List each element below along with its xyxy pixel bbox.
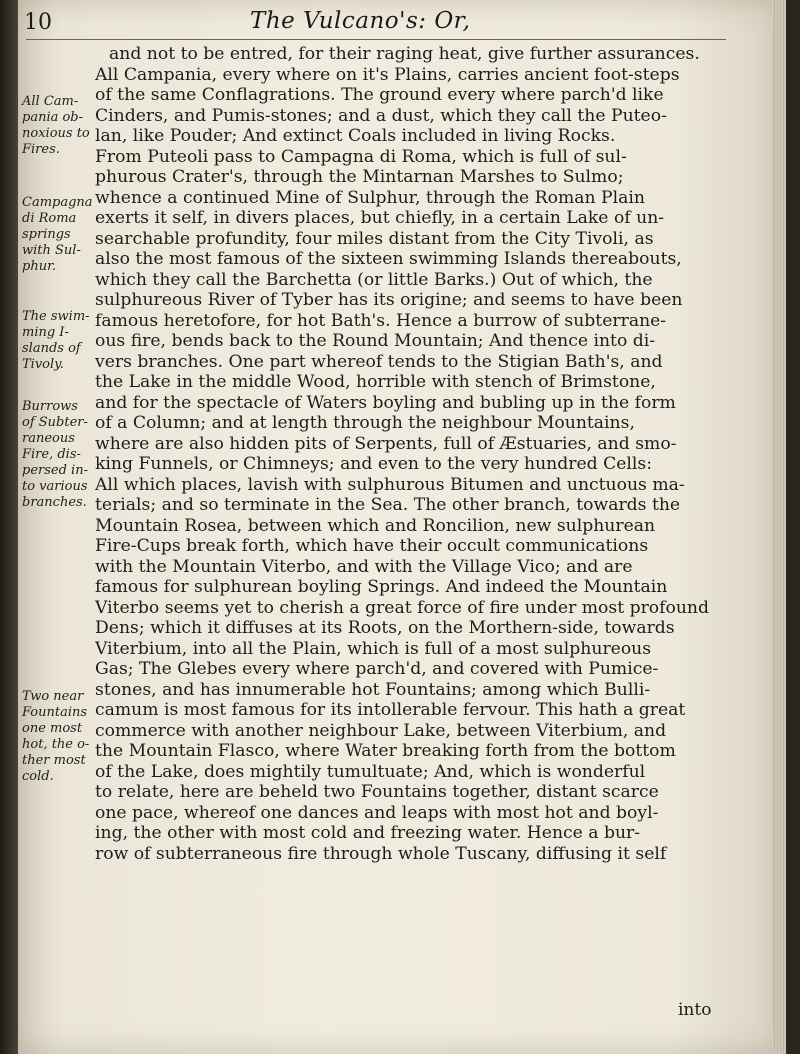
margin-note-line: Campagna [22, 195, 93, 210]
text-line: which they call the Barchetta (or little Barks.) Out of which, the [95, 269, 653, 290]
margin-note-line: Fountains [22, 705, 88, 720]
margin-note-line: phur. [22, 259, 56, 274]
text-line: ing, the other with most cold and freezing water. Hence a bur- [95, 823, 641, 843]
text-line: and not to be entred, for their raging heat, give further assurances. [109, 44, 700, 64]
text-line: of the Lake, does mightily tumultuate; And, which is wonderful [95, 761, 646, 782]
text-line: of a Column; and at length through the neighbour Mountains, [95, 413, 635, 433]
text-line: Viterbium, into all the Plain, which is full of a most sulphureous [95, 638, 652, 659]
text-line: famous for sulphurean boyling Springs. And indeed the Mountain [95, 577, 668, 597]
margin-note-line: Fire, dis- [22, 447, 81, 462]
body-text [95, 44, 735, 864]
text-line: ous fire, bends back to the Round Mountain; And thence into di- [95, 331, 656, 351]
text-line: whence a continued Mine of Sulphur, through the Roman Plain [95, 187, 645, 208]
text-line: and for the spectacle of Waters boyling and bubling up in the form [95, 392, 676, 413]
margin-note-line: ming I- [22, 325, 69, 340]
margin-note-line: springs [22, 227, 71, 242]
margin-note [22, 94, 98, 158]
margin-note-line: hot, the o- [22, 737, 90, 752]
text-line: also the most famous of the sixteen swimming Islands thereabouts, [95, 249, 682, 269]
margin-note [22, 195, 98, 275]
running-title: The Vulcano's: Or, [250, 8, 471, 34]
text-line: with the Mountain Viterbo, and with the Village Vico; and are [95, 556, 633, 577]
text-line: All which places, lavish with sulphurous Bitumen and unctuous ma- [95, 474, 685, 495]
page-edge [772, 0, 786, 1054]
header-rule [26, 39, 726, 40]
margin-note-line: The swim- [22, 309, 90, 324]
page-header [18, 6, 738, 40]
text-line: king Funnels, or Chimneys; and even to the very hundred Cells: [95, 454, 653, 474]
text-line: the Lake in the middle Wood, horrible with stench of Brimstone, [95, 372, 656, 392]
text-line: lan, like Pouder; And extinct Coals included in living Rocks. [95, 126, 616, 146]
text-line: terials; and so terminate in the Sea. The other branch, towards the [95, 495, 681, 515]
margin-note-line: branches. [22, 495, 87, 510]
text-line: Cinders, and Pumis-stones; and a dust, which they call the Puteo- [95, 105, 667, 126]
text-line: famous heretofore, for hot Bath's. Hence a burrow of subterrane- [95, 310, 667, 331]
text-line: vers branches. One part whereof tends to the Stigian Bath's, and [95, 351, 663, 372]
margin-note-line: raneous [22, 431, 75, 446]
text-line: Gas; The Glebes every where parch'd, and covered with Pumice- [95, 659, 659, 679]
text-line: row of subterraneous fire through whole Tuscany, diffusing it self [95, 843, 667, 864]
text-line: to relate, here are beheld two Fountains together, distant scarce [95, 782, 659, 802]
margin-note [22, 689, 98, 785]
text-line: sulphureous River of Tyber has its origine; and seems to have been [95, 290, 683, 310]
text-line: Dens; which it diffuses at its Roots, on the Morthern-side, towards [95, 618, 675, 638]
text-line: the Mountain Flasco, where Water breaking forth from the bottom [95, 741, 676, 761]
margin-note-line: with Sul- [22, 243, 81, 258]
margin-note-line: noxious to [22, 126, 90, 141]
page-number: 10 [24, 10, 52, 35]
text-line: searchable profundity, four miles distant from the City Tivoli, as [95, 228, 654, 249]
text-line: All Campania, every where on it's Plains, carries ancient foot-steps [95, 64, 680, 85]
margin-note-line: cold. [22, 769, 54, 784]
margin-note-line: pania ob- [22, 110, 84, 125]
margin-note-line: Fires. [22, 142, 60, 157]
margin-note-line: Tivoly. [22, 357, 64, 372]
text-line: Viterbo seems yet to cherish a great force of fire under most profound [95, 597, 709, 618]
margin-note-line: ther most [22, 753, 86, 768]
margin-note [22, 309, 98, 373]
margin-note-line: one most [22, 721, 83, 736]
text-line: one pace, whereof one dances and leaps with most hot and boyl- [95, 802, 659, 823]
text-line: commerce with another neighbour Lake, between Viterbium, and [95, 720, 667, 741]
text-line: exerts it self, in divers places, but chiefly, in a certain Lake of un- [95, 208, 665, 228]
text-line: Fire-Cups break forth, which have their occult communications [95, 536, 649, 556]
catchword: into [678, 1000, 712, 1020]
margin-note-line: di Roma [22, 211, 77, 226]
text-line: camum is most famous for its intollerable fervour. This hath a great [95, 700, 686, 720]
book-spine-shadow [0, 0, 18, 1054]
margin-note-line: of Subter- [22, 415, 88, 430]
text-line: where are also hidden pits of Serpents, full of Æstuaries, and smo- [95, 433, 677, 454]
text-line: stones, and has innumerable hot Fountains; among which Bulli- [95, 679, 651, 700]
text-line: Mountain Rosea, between which and Roncilion, new sulphurean [95, 515, 656, 536]
margin-note-line: All Cam- [22, 94, 79, 109]
margin-note-line: persed in- [22, 463, 88, 478]
text-line: phurous Crater's, through the Mintarnan Marshes to Sulmo; [95, 167, 624, 187]
margin-note-line: Two near [22, 689, 84, 704]
margin-note-line: slands of [22, 341, 81, 356]
margin-note [22, 399, 98, 511]
text-line: of the same Conflagrations. The ground every where parch'd like [95, 85, 664, 105]
margin-note-line: Burrows [22, 399, 78, 414]
margin-note-line: to various [22, 479, 88, 494]
text-line: From Puteoli pass to Campagna di Roma, which is full of sul- [95, 146, 627, 167]
